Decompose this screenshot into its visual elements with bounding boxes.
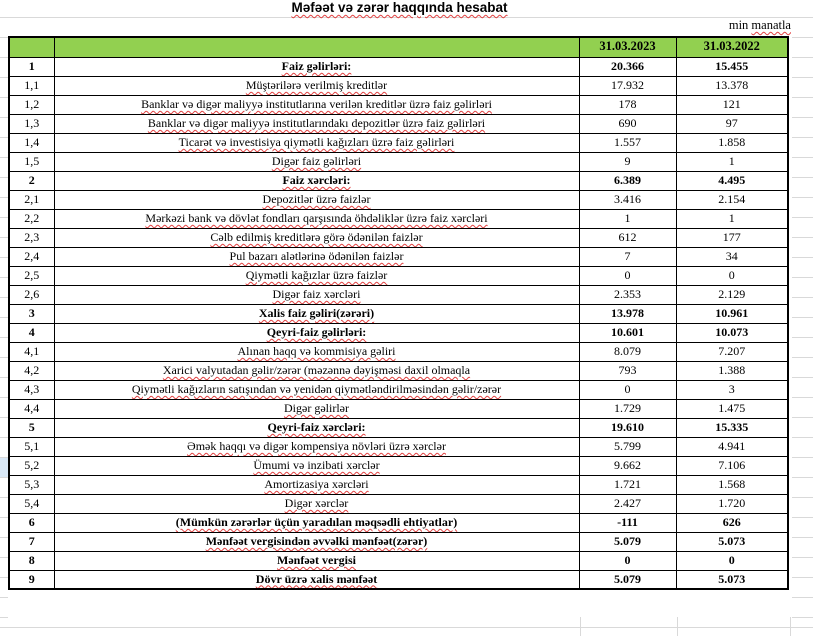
table-row xyxy=(9,76,788,95)
value-cell-2023[interactable]: 3.416 xyxy=(579,190,676,209)
value-cell-2022[interactable]: 13.378 xyxy=(676,76,788,95)
cell-text: (Mümkün zərərlər üçün yaradılan məqsədli ehtiyatlar) xyxy=(175,514,458,529)
row-number-cell[interactable]: 1 xyxy=(9,57,54,76)
value-cell-2022[interactable]: 2.129 xyxy=(676,285,788,304)
value-cell-2023[interactable]: 5.799 xyxy=(579,437,676,456)
row-label-cell[interactable] xyxy=(54,551,579,570)
row-label-cell[interactable] xyxy=(54,570,579,589)
row-number-cell[interactable]: 1,3 xyxy=(9,114,54,133)
row-number-cell[interactable]: 2 xyxy=(9,171,54,190)
row-label-cell[interactable] xyxy=(54,380,579,399)
unit-note xyxy=(8,18,791,33)
cell-text: Müştərilərə verilmiş kreditlər xyxy=(245,77,388,92)
right-gridline-gutter xyxy=(792,37,813,618)
value-cell-2022[interactable]: 5.073 xyxy=(676,570,788,589)
header-cell-empty-label[interactable] xyxy=(54,37,579,57)
row-number-cell[interactable]: 6 xyxy=(9,513,54,532)
table-row xyxy=(9,342,788,361)
row-label-cell[interactable] xyxy=(54,475,579,494)
value-cell-2023[interactable]: 793 xyxy=(579,361,676,380)
value-cell-2023[interactable]: 5.079 xyxy=(579,570,676,589)
row-label-cell[interactable] xyxy=(54,456,579,475)
table-row xyxy=(9,228,788,247)
value-cell-2022[interactable]: 626 xyxy=(676,513,788,532)
row-label-cell[interactable] xyxy=(54,209,579,228)
cell-text: Qeyri-faiz xərcləri: xyxy=(267,419,366,434)
value-cell-2023[interactable]: 9.662 xyxy=(579,456,676,475)
row-number-cell[interactable]: 2,4 xyxy=(9,247,54,266)
unit-prefix: min xyxy=(728,18,752,32)
row-number-cell[interactable]: 2,3 xyxy=(9,228,54,247)
row-number-cell[interactable]: 2,5 xyxy=(9,266,54,285)
table-row xyxy=(9,152,788,171)
row-number-cell[interactable]: 4,2 xyxy=(9,361,54,380)
table-row xyxy=(9,437,788,456)
row-number-cell[interactable]: 1,1 xyxy=(9,76,54,95)
faint-gridline xyxy=(580,617,581,636)
header-cell-date-2022[interactable]: 31.03.2022 xyxy=(676,37,788,57)
cell-text: Digər faiz gəlirləri xyxy=(271,153,362,168)
value-cell-2023[interactable]: 1.729 xyxy=(579,399,676,418)
value-cell-2022[interactable]: 1.388 xyxy=(676,361,788,380)
value-cell-2022[interactable]: 5.073 xyxy=(676,532,788,551)
row-label-cell[interactable] xyxy=(54,399,579,418)
unit-word: manatla xyxy=(751,18,791,32)
value-cell-2023[interactable]: 19.610 xyxy=(579,418,676,437)
cell-text: Qeyri-faiz gəlirləri: xyxy=(266,324,367,339)
value-cell-2023[interactable]: 1.557 xyxy=(579,133,676,152)
value-cell-2022[interactable]: 4.495 xyxy=(676,171,788,190)
row-number-cell[interactable]: 1,4 xyxy=(9,133,54,152)
value-cell-2023[interactable]: 6.389 xyxy=(579,171,676,190)
value-cell-2023[interactable]: 7 xyxy=(579,247,676,266)
value-cell-2022[interactable]: 15.455 xyxy=(676,57,788,76)
cell-text: Xarici valyutadan gəlir/zərər (məzənnə dəyişməsi daxil olmaqla xyxy=(162,362,471,377)
row-number-cell[interactable]: 1,2 xyxy=(9,95,54,114)
row-number-cell[interactable]: 5,1 xyxy=(9,437,54,456)
row-number-cell[interactable]: 2,6 xyxy=(9,285,54,304)
cell-text: Qiymətli kağızlar üzrə faizlər xyxy=(245,267,388,282)
table-row xyxy=(9,380,788,399)
value-cell-2022[interactable]: 0 xyxy=(676,551,788,570)
value-cell-2022[interactable]: 10.961 xyxy=(676,304,788,323)
table-row xyxy=(9,95,788,114)
table-row xyxy=(9,323,788,342)
table-row xyxy=(9,494,788,513)
row-label-cell[interactable] xyxy=(54,190,579,209)
row-number-cell[interactable]: 2,1 xyxy=(9,190,54,209)
value-cell-2022[interactable]: 2.154 xyxy=(676,190,788,209)
table-row xyxy=(9,475,788,494)
report-title: Məfəət və zərər haqqında hesabat xyxy=(291,0,508,15)
value-cell-2023[interactable]: 1.721 xyxy=(579,475,676,494)
row-label-cell[interactable] xyxy=(54,76,579,95)
cell-text: Əmək haqqı və digər kompensiya növləri üzrə xərclər xyxy=(187,438,446,453)
cell-text: Faiz gəlirləri: xyxy=(281,58,352,73)
cell-text: Ticarət və investisiya qiymətli kağızları üzrə faiz gəlirləri xyxy=(178,134,455,149)
value-cell-2022[interactable]: 177 xyxy=(676,228,788,247)
table-row xyxy=(9,285,788,304)
row-label-cell[interactable] xyxy=(54,437,579,456)
row-label-cell[interactable] xyxy=(54,494,579,513)
value-cell-2023[interactable]: 612 xyxy=(579,228,676,247)
row-label-cell[interactable] xyxy=(54,361,579,380)
row-label-cell[interactable] xyxy=(54,228,579,247)
table-row xyxy=(9,171,788,190)
row-number-cell[interactable]: 8 xyxy=(9,551,54,570)
row-number-cell[interactable]: 4,4 xyxy=(9,399,54,418)
table-row xyxy=(9,133,788,152)
value-cell-2022[interactable]: 15.335 xyxy=(676,418,788,437)
cell-text: Cəlb edilmiş kreditlərə görə ödənilən faizlər xyxy=(210,229,423,244)
value-cell-2022[interactable]: 1.720 xyxy=(676,494,788,513)
cell-text: Banklar və digər maliyyə institutlarındakı depozitlər üzrə faiz gəlirləri xyxy=(147,115,486,130)
header-cell-date-2023[interactable]: 31.03.2023 xyxy=(579,37,676,57)
cell-text: Mənfəət vergisindən əvvəlki mənfəət(zərər) xyxy=(205,533,428,548)
row-number-cell[interactable]: 5,3 xyxy=(9,475,54,494)
faint-gridline xyxy=(0,627,813,628)
table-row xyxy=(9,247,788,266)
row-number-cell[interactable]: 3 xyxy=(9,304,54,323)
row-number-cell[interactable]: 5,4 xyxy=(9,494,54,513)
table-row xyxy=(9,570,788,589)
value-cell-2023[interactable]: 0 xyxy=(579,266,676,285)
row-number-cell[interactable]: 2,2 xyxy=(9,209,54,228)
faint-gridline xyxy=(677,617,678,636)
faint-gridline xyxy=(790,617,791,636)
value-cell-2023[interactable]: 17.932 xyxy=(579,76,676,95)
value-cell-2022[interactable]: 10.073 xyxy=(676,323,788,342)
value-cell-2023[interactable]: 178 xyxy=(579,95,676,114)
value-cell-2022[interactable]: 34 xyxy=(676,247,788,266)
table-row xyxy=(9,57,788,76)
value-cell-2022[interactable]: 1.858 xyxy=(676,133,788,152)
cell-text: Depozitlər üzrə faizlər xyxy=(262,191,371,206)
value-cell-2023[interactable]: -111 xyxy=(579,513,676,532)
value-cell-2022[interactable]: 97 xyxy=(676,114,788,133)
cell-text: Amortizasiya xərcləri xyxy=(264,476,369,491)
row-label-cell[interactable] xyxy=(54,133,579,152)
header-cell-empty-number[interactable] xyxy=(9,37,54,57)
value-cell-2023[interactable]: 690 xyxy=(579,114,676,133)
value-cell-2022[interactable]: 1 xyxy=(676,209,788,228)
value-cell-2023[interactable]: 13.978 xyxy=(579,304,676,323)
cell-text: Faiz xərcləri: xyxy=(282,172,351,187)
header-row xyxy=(9,37,788,57)
row-label-cell[interactable] xyxy=(54,285,579,304)
value-cell-2022[interactable]: 1 xyxy=(676,152,788,171)
value-cell-2023[interactable]: 5.079 xyxy=(579,532,676,551)
cell-text: Mənfəət vergisi xyxy=(277,552,356,567)
row-label-cell[interactable] xyxy=(54,304,579,323)
value-cell-2023[interactable]: 10.601 xyxy=(579,323,676,342)
value-cell-2022[interactable]: 1.475 xyxy=(676,399,788,418)
row-label-cell[interactable] xyxy=(54,513,579,532)
cell-text: Xalis faiz gəliri(zərəri) xyxy=(258,305,375,320)
row-number-cell[interactable]: 5,2 xyxy=(9,456,54,475)
cell-text: Qiymətli kağızların satışından və yenidən qiymətləndirilməsindən gəlir/zərər xyxy=(131,381,502,396)
table-row xyxy=(9,114,788,133)
row-label-cell[interactable] xyxy=(54,171,579,190)
left-gridline-gutter xyxy=(0,37,8,618)
value-cell-2022[interactable]: 7.106 xyxy=(676,456,788,475)
cell-text: Banklar və digər maliyyə institutlarına verilən kreditlər üzrə faiz gəlirləri xyxy=(141,96,492,111)
gutter-highlight-cell xyxy=(0,458,8,477)
row-number-cell[interactable]: 1,5 xyxy=(9,152,54,171)
value-cell-2023[interactable]: 8.079 xyxy=(579,342,676,361)
cell-text: Digər gəlirlər xyxy=(284,400,349,415)
row-label-cell[interactable] xyxy=(54,342,579,361)
row-label-cell[interactable] xyxy=(54,418,579,437)
table-row xyxy=(9,399,788,418)
table-row xyxy=(9,266,788,285)
value-cell-2023[interactable]: 0 xyxy=(579,380,676,399)
row-label-cell[interactable] xyxy=(54,152,579,171)
row-number-cell[interactable]: 4 xyxy=(9,323,54,342)
table-row xyxy=(9,190,788,209)
value-cell-2023[interactable]: 1 xyxy=(579,209,676,228)
value-cell-2023[interactable]: 20.366 xyxy=(579,57,676,76)
row-label-cell[interactable] xyxy=(54,323,579,342)
cell-text: Pul bazarı alətlərinə ödənilən faizlər xyxy=(229,248,404,263)
cell-text: Alınan haqq və kommisiya gəliri xyxy=(237,343,396,358)
value-cell-2022[interactable]: 3 xyxy=(676,380,788,399)
cell-text: Digər xərclər xyxy=(284,495,349,510)
table-row xyxy=(9,304,788,323)
row-label-cell[interactable] xyxy=(54,266,579,285)
row-label-cell[interactable] xyxy=(54,247,579,266)
row-number-cell[interactable]: 4,3 xyxy=(9,380,54,399)
value-cell-2023[interactable]: 0 xyxy=(579,551,676,570)
report-table xyxy=(8,36,789,590)
row-label-cell[interactable] xyxy=(54,532,579,551)
table-row xyxy=(9,456,788,475)
table-row xyxy=(9,513,788,532)
row-number-cell[interactable]: 7 xyxy=(9,532,54,551)
value-cell-2022[interactable]: 0 xyxy=(676,266,788,285)
table-row xyxy=(9,532,788,551)
table-row xyxy=(9,551,788,570)
cell-text: Digər faiz xərcləri xyxy=(272,286,361,301)
row-label-cell[interactable] xyxy=(54,114,579,133)
cell-text: Mərkəzi bank və dövlət fondları qarşısında öhdəliklər üzrə faiz xərcləri xyxy=(145,210,488,225)
table-body xyxy=(9,57,788,589)
value-cell-2022[interactable]: 1.568 xyxy=(676,475,788,494)
value-cell-2022[interactable]: 4.941 xyxy=(676,437,788,456)
cell-text: Dövr üzrə xalis mənfəət xyxy=(255,571,378,586)
table-row xyxy=(9,418,788,437)
row-label-cell[interactable] xyxy=(54,95,579,114)
row-number-cell[interactable]: 9 xyxy=(9,570,54,589)
row-number-cell[interactable]: 5 xyxy=(9,418,54,437)
value-cell-2023[interactable]: 2.353 xyxy=(579,285,676,304)
row-number-cell[interactable]: 4,1 xyxy=(9,342,54,361)
value-cell-2023[interactable]: 9 xyxy=(579,152,676,171)
table-row xyxy=(9,209,788,228)
value-cell-2022[interactable]: 121 xyxy=(676,95,788,114)
row-label-cell[interactable] xyxy=(54,57,579,76)
table-row xyxy=(9,361,788,380)
cell-text: Ümumi və inzibati xərclər xyxy=(253,457,380,472)
value-cell-2022[interactable]: 7.207 xyxy=(676,342,788,361)
value-cell-2023[interactable]: 2.427 xyxy=(579,494,676,513)
